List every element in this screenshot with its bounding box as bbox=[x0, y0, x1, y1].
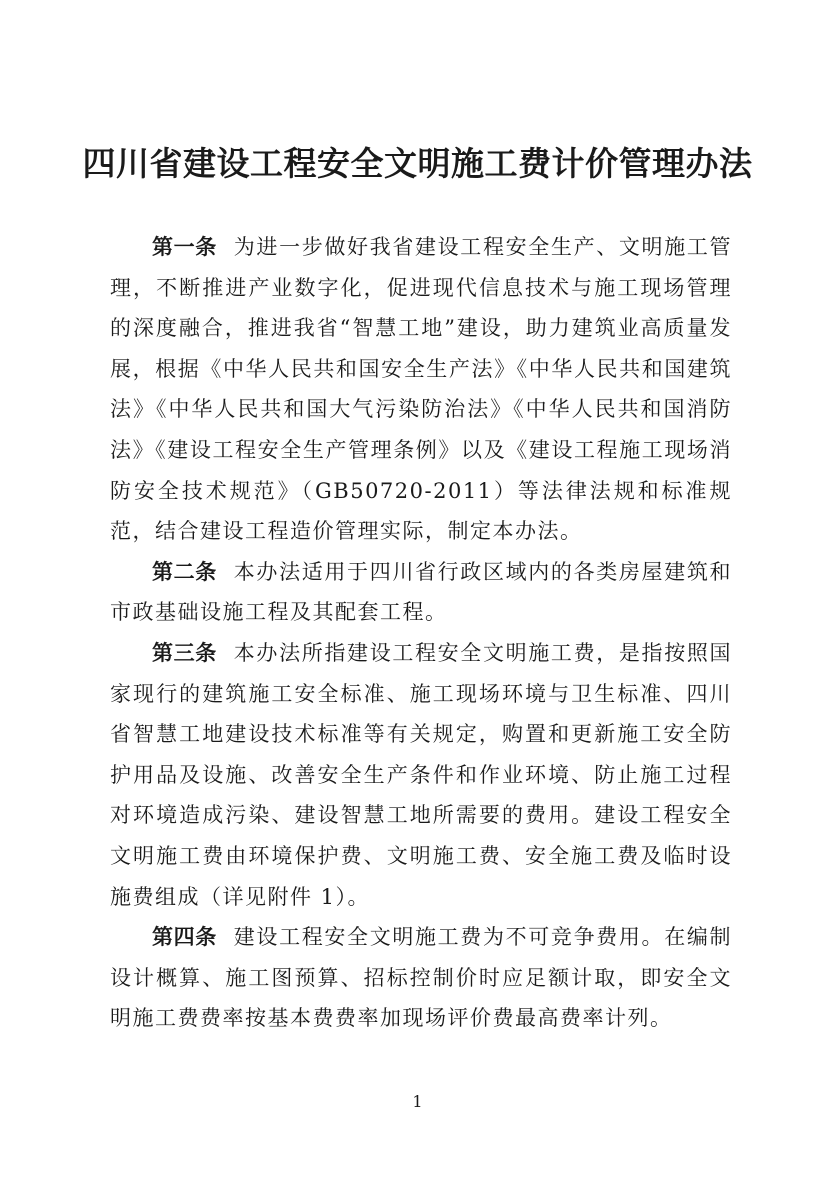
article-4-number: 第四条 bbox=[152, 925, 217, 950]
article-1 bbox=[110, 227, 732, 552]
article-3-number: 第三条 bbox=[152, 640, 217, 665]
document-body bbox=[110, 227, 732, 1039]
article-2-text: 本办法适用于四川省行政区域内的各类房屋建筑和市政基础设施工程及其配套工程。 bbox=[110, 559, 733, 625]
article-2 bbox=[110, 552, 732, 633]
article-3 bbox=[110, 633, 732, 917]
article-3-text: 本办法所指建设工程安全文明施工费，是指按照国家现行的建筑施工安全标准、施工现场环境与卫生标准、四川省智慧工地建设技术标准等有关规定，购置和更新施工安全防护用品及设施、改善安全生产条件和作业环境、防止施工过程对环境造成污染、建设智慧工地所需要的费用。建设工程安全文明施工费由环境保护费、文明施工费、安全施工费及临时设施费组成（详见附件 1）。 bbox=[110, 640, 733, 909]
article-1-number: 第一条 bbox=[152, 235, 217, 259]
document-title: 四川省建设工程安全文明施工费计价管理办法 bbox=[82, 144, 753, 183]
article-4 bbox=[110, 917, 732, 1039]
page-number: 1 bbox=[412, 1092, 423, 1111]
article-4-text: 建设工程安全文明施工费为不可竞争费用。在编制设计概算、施工图预算、招标控制价时应足额计取，即安全文明施工费费率按基本费费率加现场评价费最高费率计列。 bbox=[110, 925, 733, 1031]
article-1-text: 为进一步做好我省建设工程安全生产、文明施工管理，不断推进产业数字化，促进现代信息技术与施工现场管理的深度融合，推进我省“智慧工地”建设，助力建筑业高质量发展，根据《中华人民共和国安全生产法》《中华人民共和国建筑法》《中华人民共和国大气污染防治法》《中华人民共和国消防法》《建设工程安全生产管理条例》以及《建设工程施工现场消防安全技术规范》（GB50720-2011）等法律法规和标准规范，结合建设工程造价管理实际，制定本办法。 bbox=[110, 235, 733, 544]
article-2-number: 第二条 bbox=[152, 559, 217, 584]
